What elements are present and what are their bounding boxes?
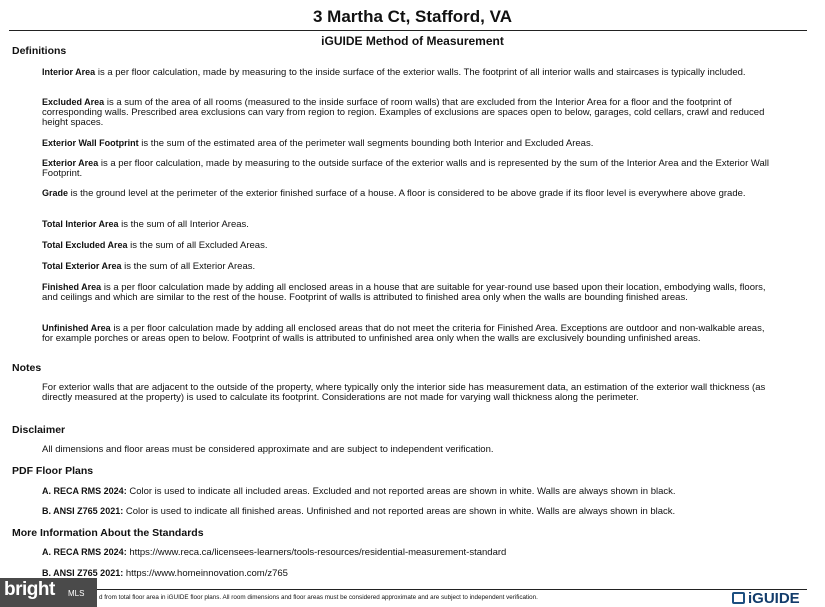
- more-info-item: [42, 547, 777, 558]
- standard-link[interactable]: https://www.reca.ca/licensees-learners/tools-resources/residential-measurement-standard: [126, 547, 507, 558]
- definitions-heading: Definitions: [12, 45, 67, 57]
- definition-exterior-wall-footprint: [42, 138, 777, 149]
- standard-text: Color is used to indicate all included areas. Excluded and not reported areas are shown in white. Walls are always shown in black.: [126, 486, 676, 497]
- definition-term: Unfinished Area: [42, 323, 111, 333]
- definition-text: is the sum of the estimated area of the perimeter wall segments bounding both Interior and Excluded Areas.: [138, 138, 594, 149]
- pdf-floor-plans-heading: PDF Floor Plans: [12, 465, 94, 477]
- definition-text: is a per floor calculation, made by measuring to the inside surface of the exterior walls. The footprint of all interior walls and staircases is typically included.: [95, 67, 746, 78]
- disclaimer-heading: Disclaimer: [12, 424, 66, 436]
- standard-link[interactable]: https://www.homeinnovation.com/z765: [123, 568, 288, 579]
- page-title: 3 Martha Ct, Stafford, VA: [313, 7, 512, 26]
- definition-total-interior-area: [42, 219, 777, 230]
- definition-term: Grade: [42, 188, 69, 198]
- footer-disclaimer: d from total floor area in iGUIDE floor plans. All room dimensions and floor areas must be considered approximate and are subject to independent verification.: [99, 594, 538, 601]
- definition-text: is the ground level at the perimeter of the exterior finished surface of a house. A floor is considered to be above grade if its floor level is everywhere above grade.: [68, 188, 746, 199]
- standard-label: A. RECA RMS 2024:: [42, 547, 127, 557]
- disclaimer-text: All dimensions and floor areas must be considered approximate and are subject to independent verification.: [42, 444, 494, 455]
- standard-text: Color is used to indicate all finished areas. Unfinished and not reported areas are shown in white. Walls are always shown in black.: [123, 506, 676, 517]
- definition-text: is a per floor calculation, made by measuring to the outside surface of the exterior walls and is represented by the sum of the Interior Area and the Exterior Wall Footprint.: [42, 158, 770, 179]
- standard-label: B. ANSI Z765 2021:: [42, 568, 124, 578]
- definition-term: Interior Area: [42, 67, 96, 77]
- definition-term: Total Excluded Area: [42, 240, 128, 250]
- iguide-logo: iGUIDE: [748, 590, 800, 607]
- definition-text: is the sum of all Exterior Areas.: [121, 261, 256, 272]
- more-info-item: [42, 568, 777, 579]
- definition-grade: [42, 188, 777, 199]
- definition-finished-area: [42, 282, 777, 303]
- watermark-brand: bright: [4, 579, 55, 600]
- definition-total-exterior-area: [42, 261, 777, 272]
- title-divider: [9, 30, 807, 31]
- definition-text: is a sum of the area of all rooms (measured to the inside surface of room walls) that are excluded from the Interior Area for a floor and the footprint of corresponding walls. Prescribed area exclusions can vary from region to region. Examples of exclusions are spaces open to below, garages, cold cellars, crawl and reduced height spaces.: [42, 97, 765, 128]
- page-subtitle: iGUIDE Method of Measurement: [321, 34, 504, 48]
- notes-text: For exterior walls that are adjacent to the outside of the property, where typically only the interior side has measurement data, an estimation of the exterior wall thickness (as directly measured at the property) is used to calculate its footprint. Considerations are not made for varying wall thickness along the perimeter.: [42, 382, 766, 403]
- pdf-floor-plan-item: [42, 506, 777, 517]
- definition-text: is a per floor calculation made by adding all enclosed areas in a house that are suitable for year-round use based upon their location, embodying walls, floors, and ceilings and which are similar to the rest of the house. Footprint of walls is attributed to finished area only when the walls are bounding finished areas.: [42, 282, 766, 303]
- definition-text: is the sum of all Interior Areas.: [118, 219, 249, 230]
- standard-label: A. RECA RMS 2024:: [42, 486, 127, 496]
- definition-text: is the sum of all Excluded Areas.: [127, 240, 268, 251]
- definition-excluded-area: [42, 97, 777, 128]
- definition-term: Finished Area: [42, 282, 102, 292]
- definition-text: is a per floor calculation made by adding all enclosed areas that do not meet the criteria for Finished Area. Exceptions are outdoor and non-walkable areas, for example porches or areas open to below. Footprint of walls is attributed to unfinished area only when the walls are exclusively bounding unfinished areas.: [42, 323, 765, 344]
- pdf-floor-plan-item: [42, 486, 777, 497]
- notes-heading: Notes: [12, 362, 42, 374]
- definition-term: Excluded Area: [42, 97, 105, 107]
- definition-total-excluded-area: [42, 240, 777, 251]
- definition-term: Total Interior Area: [42, 219, 119, 229]
- definition-exterior-area: [42, 158, 777, 179]
- definition-unfinished-area: [42, 323, 777, 344]
- definition-interior-area: [42, 67, 777, 78]
- definition-term: Total Exterior Area: [42, 261, 122, 271]
- definition-term: Exterior Area: [42, 158, 99, 168]
- standard-label: B. ANSI Z765 2021:: [42, 506, 124, 516]
- more-info-heading: More Information About the Standards: [12, 527, 204, 539]
- bright-mls-watermark: [0, 578, 97, 607]
- watermark-suffix: MLS: [68, 589, 85, 598]
- definition-term: Exterior Wall Footprint: [42, 138, 139, 148]
- footer-divider: [9, 589, 807, 590]
- iguide-logo-icon: [732, 592, 745, 604]
